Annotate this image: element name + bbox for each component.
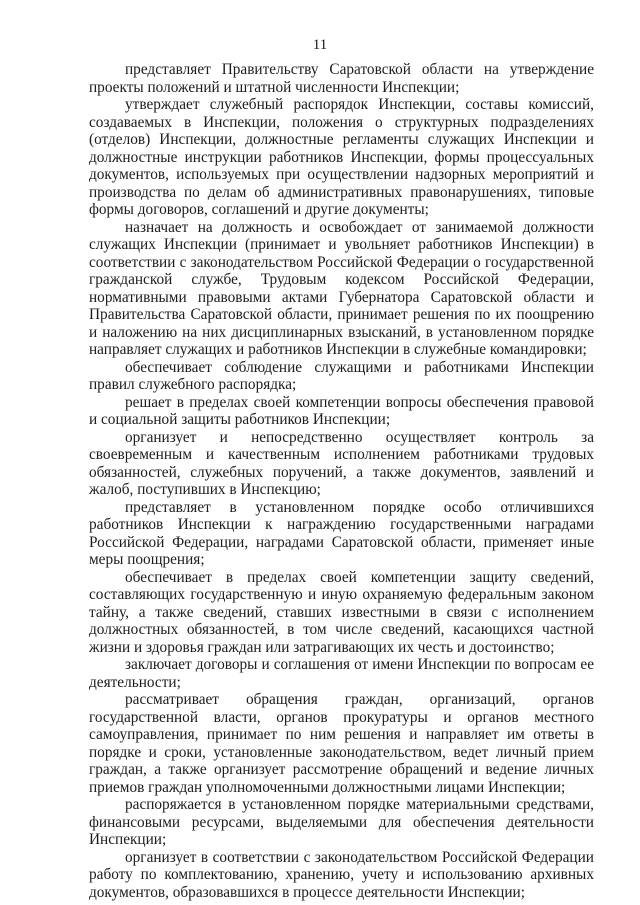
paragraph-awards: представляет в установленном порядке особо отличившихся работников Инспекции к награждению государственными наградами Российской Федерации, наградами Саратовской области, применяет иные меры поощрения; <box>89 498 594 568</box>
paragraph-protects-secrets: обеспечивает в пределах своей компетенции защиту сведений, составляющих государственную и иную охраняемую федеральным законом тайну, а также сведений, ставших известными в связи с исполнением должностных обязанностей, в том числе сведений, касающихся частной жизни и здоровья граждан или затрагивающих их честь и достоинство; <box>89 568 594 656</box>
page-number: 11 <box>312 37 328 53</box>
paragraph-social-protection: решает в пределах своей компетенции вопросы обеспечения правовой и социальной защиты работников Инспекции; <box>89 393 594 428</box>
document-body <box>89 61 594 901</box>
paragraph-appoints-and-dismisses: назначает на должность и освобождает от занимаемой должности служащих Инспекции (принимает и увольняет работников Инспекции) в соответствии с законодательством Российской Федерации о государственной гражданской службе, Трудовым кодексом Российской Федерации, нормативными правовыми актами Губернатора Саратовской области и Правительства Саратовской области, принимает решения по их поощрению и наложению на них дисциплинарных взысканий, в установленном порядке направляет служащих и работников Инспекции в служебные командировки; <box>89 218 594 358</box>
paragraph-concludes-agreements: заключает договоры и соглашения от имени Инспекции по вопросам ее деятельности; <box>89 656 594 691</box>
paragraph-submits-to-government: представляет Правительству Саратовской области на утверждение проекты положений и штатной численности Инспекции; <box>89 61 594 96</box>
paragraph-manages-resources: распоряжается в установленном порядке материальными средствами, финансовыми ресурсами, выделяемыми для обеспечения деятельности Инспекции; <box>89 796 594 848</box>
paragraph-considers-appeals: рассматривает обращения граждан, организаций, органов государственной власти, органов прокуратуры и органов местного самоуправления, принимает по ним решения и направляет им ответы в порядке и сроки, установленные законодательством, ведет личный прием граждан, а также организует рассмотрение обращений и ведение личных приемов граждан уполномоченными должностными лицами Инспекции; <box>89 691 594 796</box>
paragraph-archives: организует в соответствии с законодательством Российской Федерации работу по комплектованию, хранению, учету и использованию архивных документов, образовавшихся в процессе деятельности Инспекции; <box>89 848 594 901</box>
paragraph-organizes-control: организует и непосредственно осуществляет контроль за своевременным и качественным исполнением работниками трудовых обязанностей, служебных поручений, а также документов, заявлений и жалоб, поступивших в Инспекцию; <box>89 428 594 498</box>
paragraph-ensures-compliance: обеспечивает соблюдение служащими и работниками Инспекции правил служебного распорядка; <box>89 358 594 393</box>
paragraph-approves-regulations: утверждает служебный распорядок Инспекции, составы комиссий, создаваемых в Инспекции, положения о структурных подразделениях (отделов) Инспекции, должностные регламенты служащих Инспекции и должностные инструкции работников Инспекции, формы процессуальных документов, используемых при осуществлении надзорных мероприятий и производства по делам об административных правонарушениях, типовые формы договоров, соглашений и другие документы; <box>89 96 594 218</box>
